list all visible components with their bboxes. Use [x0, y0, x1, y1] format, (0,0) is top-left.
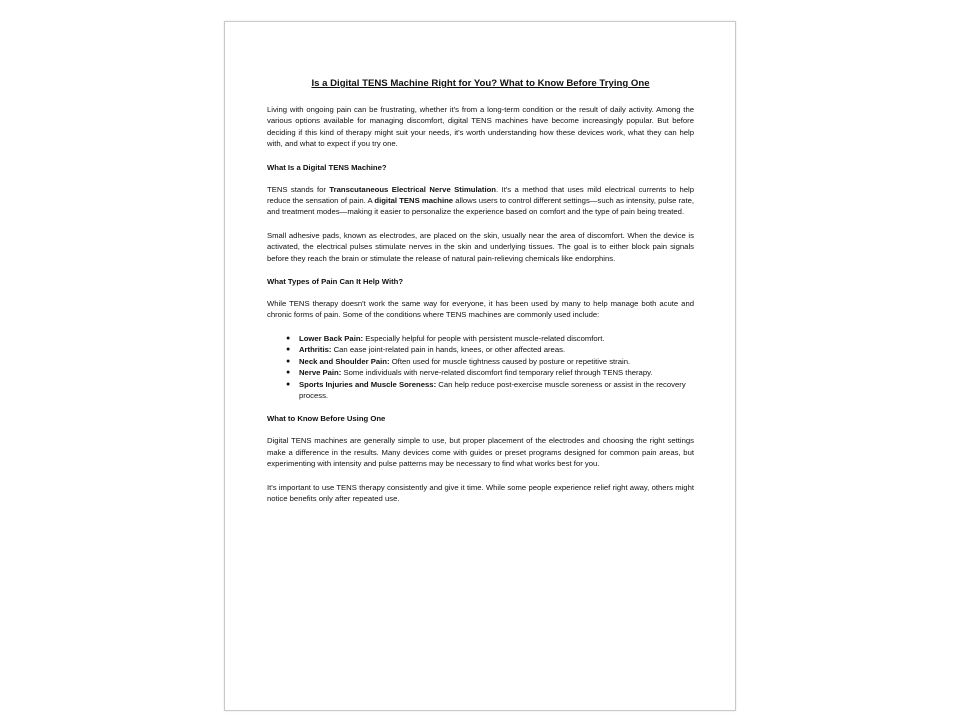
- tens-definition-paragraph: [267, 184, 694, 218]
- list-item: [286, 367, 694, 378]
- list-item-term: Arthritis:: [299, 345, 332, 355]
- list-item: [286, 344, 694, 355]
- list-item-text: Often used for muscle tightness caused by posture or repetitive strain.: [389, 356, 631, 366]
- list-item-term: Lower Back Pain:: [299, 333, 364, 343]
- list-item-text: Can help reduce post-exercise muscle soreness or assist in the recovery process.: [299, 379, 686, 400]
- bold-term: digital TENS machine: [374, 196, 454, 206]
- bullet-icon: ●: [286, 346, 291, 354]
- conditions-list: [267, 333, 694, 401]
- list-item: [286, 379, 694, 402]
- document-title: Is a Digital TENS Machine Right for You? What to Know Before Trying One: [311, 78, 650, 89]
- bullet-icon: ●: [286, 357, 291, 365]
- list-item: [286, 356, 694, 367]
- section-heading-what-is: What Is a Digital TENS Machine?: [267, 162, 387, 172]
- intro-paragraph: Living with ongoing pain can be frustrating, whether it's from a long-term condition or the result of daily activity. Among the various options available for managing discomfort, digital TENS machines have become increasingly popular. But before deciding if this kind of therapy might suit your needs, it's worth understanding how these devices work, what they can help with, and what to expect if you try one.: [267, 105, 694, 149]
- consistency-paragraph: It's important to use TENS therapy consistently and give it time. While some people experience relief right away, others might notice benefits only after repeated use.: [267, 482, 694, 503]
- bullet-icon: ●: [286, 334, 291, 342]
- text-span: allows users to control different settings—such as intensity, pulse rate, and treatment modes—making it easier to personalize the experience based on comfort and the type of pain being treated.: [267, 196, 694, 217]
- bold-term: Transcutaneous Electrical Nerve Stimulation: [329, 184, 496, 194]
- document-page: [224, 21, 736, 711]
- list-item-text: Especially helpful for people with persistent muscle-related discomfort.: [363, 333, 605, 343]
- section-heading-before-using: What to Know Before Using One: [267, 414, 386, 424]
- list-item-text: Some individuals with nerve-related discomfort find temporary relief through TENS therapy.: [341, 368, 653, 378]
- page-content: [267, 78, 694, 516]
- bullet-icon: ●: [286, 369, 291, 377]
- list-item-text: Can ease joint-related pain in hands, knees, or other affected areas.: [331, 345, 566, 355]
- list-item-term: Nerve Pain:: [299, 368, 342, 378]
- text-span: TENS stands for: [267, 184, 330, 194]
- text-span: . It's a method that uses mild electrical currents to help reduce the sensation of pain. A: [267, 184, 695, 206]
- electrodes-paragraph: Small adhesive pads, known as electrodes, are placed on the skin, usually near the area of discomfort. When the device is activated, the electrical pulses stimulate nerves in the skin and underlying tissues. The goal is to either block pain signals before they reach the brain or stimulate the release of natural pain-relieving chemicals like endorphins.: [267, 230, 694, 263]
- bullet-icon: ●: [286, 380, 291, 388]
- section-heading-pain-types: What Types of Pain Can It Help With?: [267, 277, 404, 287]
- list-item-term: Neck and Shoulder Pain:: [299, 356, 390, 366]
- list-item: [286, 333, 694, 344]
- pain-types-paragraph: While TENS therapy doesn't work the same way for everyone, it has been used by many to help manage both acute and chronic forms of pain. Some of the conditions where TENS machines are commonly used include:: [267, 299, 694, 320]
- usage-paragraph: Digital TENS machines are generally simple to use, but proper placement of the electrodes and choosing the right settings make a difference in the results. Many devices come with guides or preset programs designed for common pain areas, but experimenting with intensity and pulse patterns may be necessary to find what works best for you.: [267, 436, 694, 469]
- list-item-term: Sports Injuries and Muscle Soreness:: [299, 379, 437, 389]
